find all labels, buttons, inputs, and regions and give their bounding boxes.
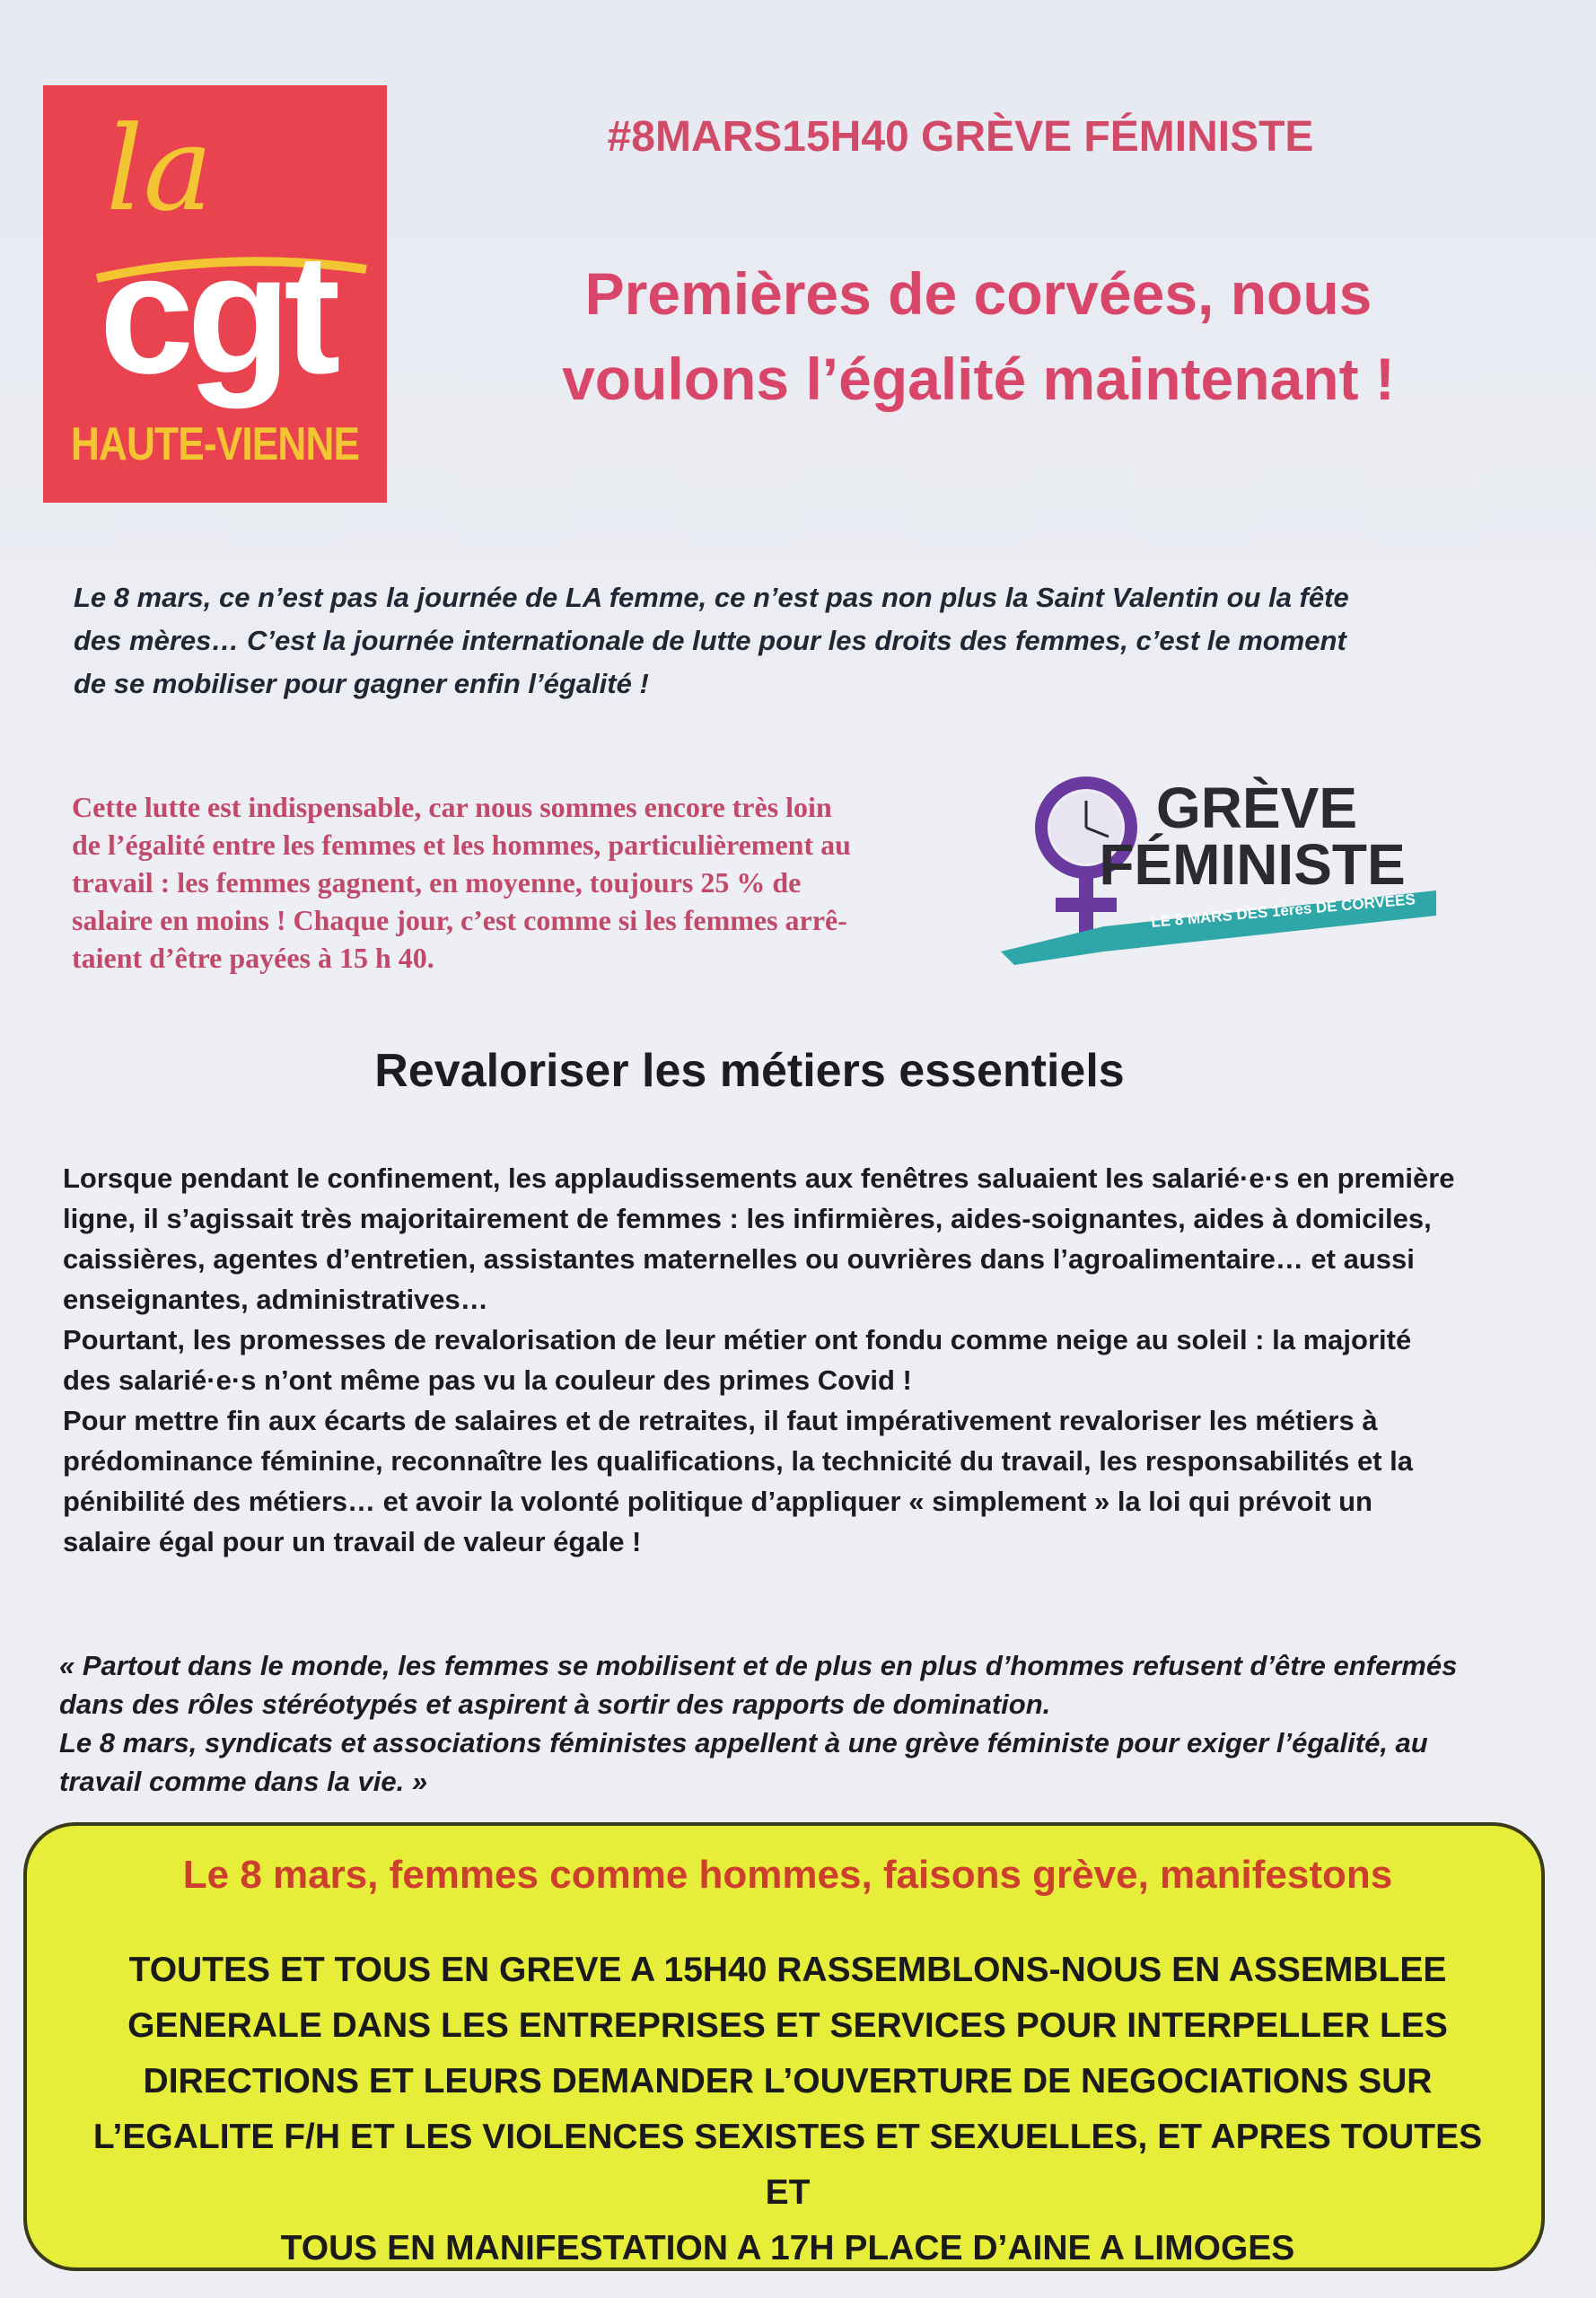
headline-line: Premières de corvées, nous bbox=[584, 260, 1372, 327]
greve-feministe-logo bbox=[996, 772, 1445, 969]
hashtag-title: #8MARS15H40 GRÈVE FÉMINISTE bbox=[607, 113, 1314, 161]
body-line: Pour mettre fin aux écarts de salaires et de retraites, il faut impérativement revaloriser les métiers à bbox=[63, 1405, 1378, 1436]
body-line: caissières, agentes d’entretien, assistantes maternelles ou ouvrières dans l’agroalimentaire… et aussi bbox=[63, 1243, 1415, 1275]
intro-line: des mères… C’est la journée internationale de lutte pour les droits des femmes, c’est le moment bbox=[74, 625, 1346, 656]
body-paragraphs bbox=[63, 1158, 1517, 1562]
greve-logo-line1: GRÈVE bbox=[1155, 776, 1358, 840]
callout-title: Le 8 mars, femmes comme hommes, faisons grève, manifestons bbox=[182, 1853, 1393, 1897]
greve-logo-line2: FÉMINISTE bbox=[1099, 832, 1406, 897]
struggle-paragraph bbox=[72, 788, 969, 977]
headline bbox=[440, 251, 1517, 422]
body-line: Lorsque pendant le confinement, les applaudissements aux fenêtres saluaient les salarié·e·s en première bbox=[63, 1162, 1455, 1194]
call-to-action-box bbox=[23, 1822, 1545, 2271]
body-line: pénibilité des métiers… et avoir la volonté politique d’appliquer « simplement » la loi qui prévoit un bbox=[63, 1486, 1372, 1517]
quote-line: dans des rôles stéréotypés et aspirent à sortir des rapports de domination. bbox=[59, 1688, 1051, 1720]
quote-line: « Partout dans le monde, les femmes se mobilisent et de plus en plus d’hommes refusent d’être enfermés bbox=[59, 1650, 1458, 1681]
quote-block bbox=[59, 1646, 1522, 1801]
body-line: des salarié·e·s n’ont même pas vu la couleur des primes Covid ! bbox=[63, 1364, 912, 1396]
struggle-line: taient d’être payées à 15 h 40. bbox=[72, 942, 434, 974]
callout-line: L’EGALITE F/H ET LES VIOLENCES SEXISTES ET SEXUELLES, ET APRES TOUTES ET bbox=[92, 2118, 1483, 2212]
logo-la-text: la bbox=[106, 101, 214, 237]
callout-line: DIRECTIONS ET LEURS DEMANDER L’OUVERTURE DE NEGOCIATIONS SUR bbox=[143, 2062, 1433, 2101]
struggle-line: travail : les femmes gagnent, en moyenne, toujours 25 % de bbox=[72, 866, 802, 899]
callout-line: GENERALE DANS LES ENTREPRISES ET SERVICES POUR INTERPELLER LES bbox=[127, 2006, 1448, 2045]
cgt-logo bbox=[43, 85, 387, 503]
body-line: enseignantes, administratives… bbox=[63, 1284, 488, 1315]
logo-region-text: HAUTE-VIENNE bbox=[70, 418, 360, 470]
callout-line: TOUS EN MANIFESTATION A 17H PLACE D’AINE A LIMOGES bbox=[280, 2229, 1295, 2267]
intro-line: de se mobiliser pour gagner enfin l’égalité ! bbox=[74, 668, 649, 699]
logo-cgt-text: cgt bbox=[99, 219, 334, 409]
headline-line: voulons l’égalité maintenant ! bbox=[562, 346, 1395, 412]
struggle-line: salaire en moins ! Chaque jour, c’est comme si les femmes arrê- bbox=[72, 904, 847, 936]
quote-line: Le 8 mars, syndicats et associations féministes appellent à une grève féministe pour exiger l’égalité, au bbox=[59, 1727, 1428, 1759]
callout-line: TOUTES ET TOUS EN GREVE A 15H40 RASSEMBLONS-NOUS EN ASSEMBLEE bbox=[128, 1951, 1447, 1989]
intro-line: Le 8 mars, ce n’est pas la journée de LA femme, ce n’est pas non plus la Saint Valentin ou la fête bbox=[74, 582, 1349, 613]
body-line: ligne, il s’agissait très majoritairement de femmes : les infirmières, aides-soignantes, aides à domiciles, bbox=[63, 1203, 1432, 1234]
callout-body bbox=[81, 1943, 1495, 2276]
body-line: salaire égal pour un travail de valeur égale ! bbox=[63, 1526, 642, 1557]
quote-line: travail comme dans la vie. » bbox=[59, 1766, 428, 1797]
section-title: Revaloriser les métiers essentiels bbox=[374, 1045, 1125, 1097]
body-line: prédominance féminine, reconnaître les qualifications, la technicité du travail, les responsabilités et la bbox=[63, 1445, 1413, 1477]
struggle-line: Cette lutte est indispensable, car nous sommes encore très loin bbox=[72, 791, 832, 823]
struggle-line: de l’égalité entre les femmes et les hommes, particulièrement au bbox=[72, 829, 851, 861]
greve-logo-ribbon-text: LE 8 MARS DES 1ères DE CORVÉES bbox=[1150, 890, 1416, 931]
body-line: Pourtant, les promesses de revalorisation de leur métier ont fondu comme neige au soleil : la majorité bbox=[63, 1324, 1412, 1355]
intro-paragraph bbox=[74, 576, 1510, 706]
